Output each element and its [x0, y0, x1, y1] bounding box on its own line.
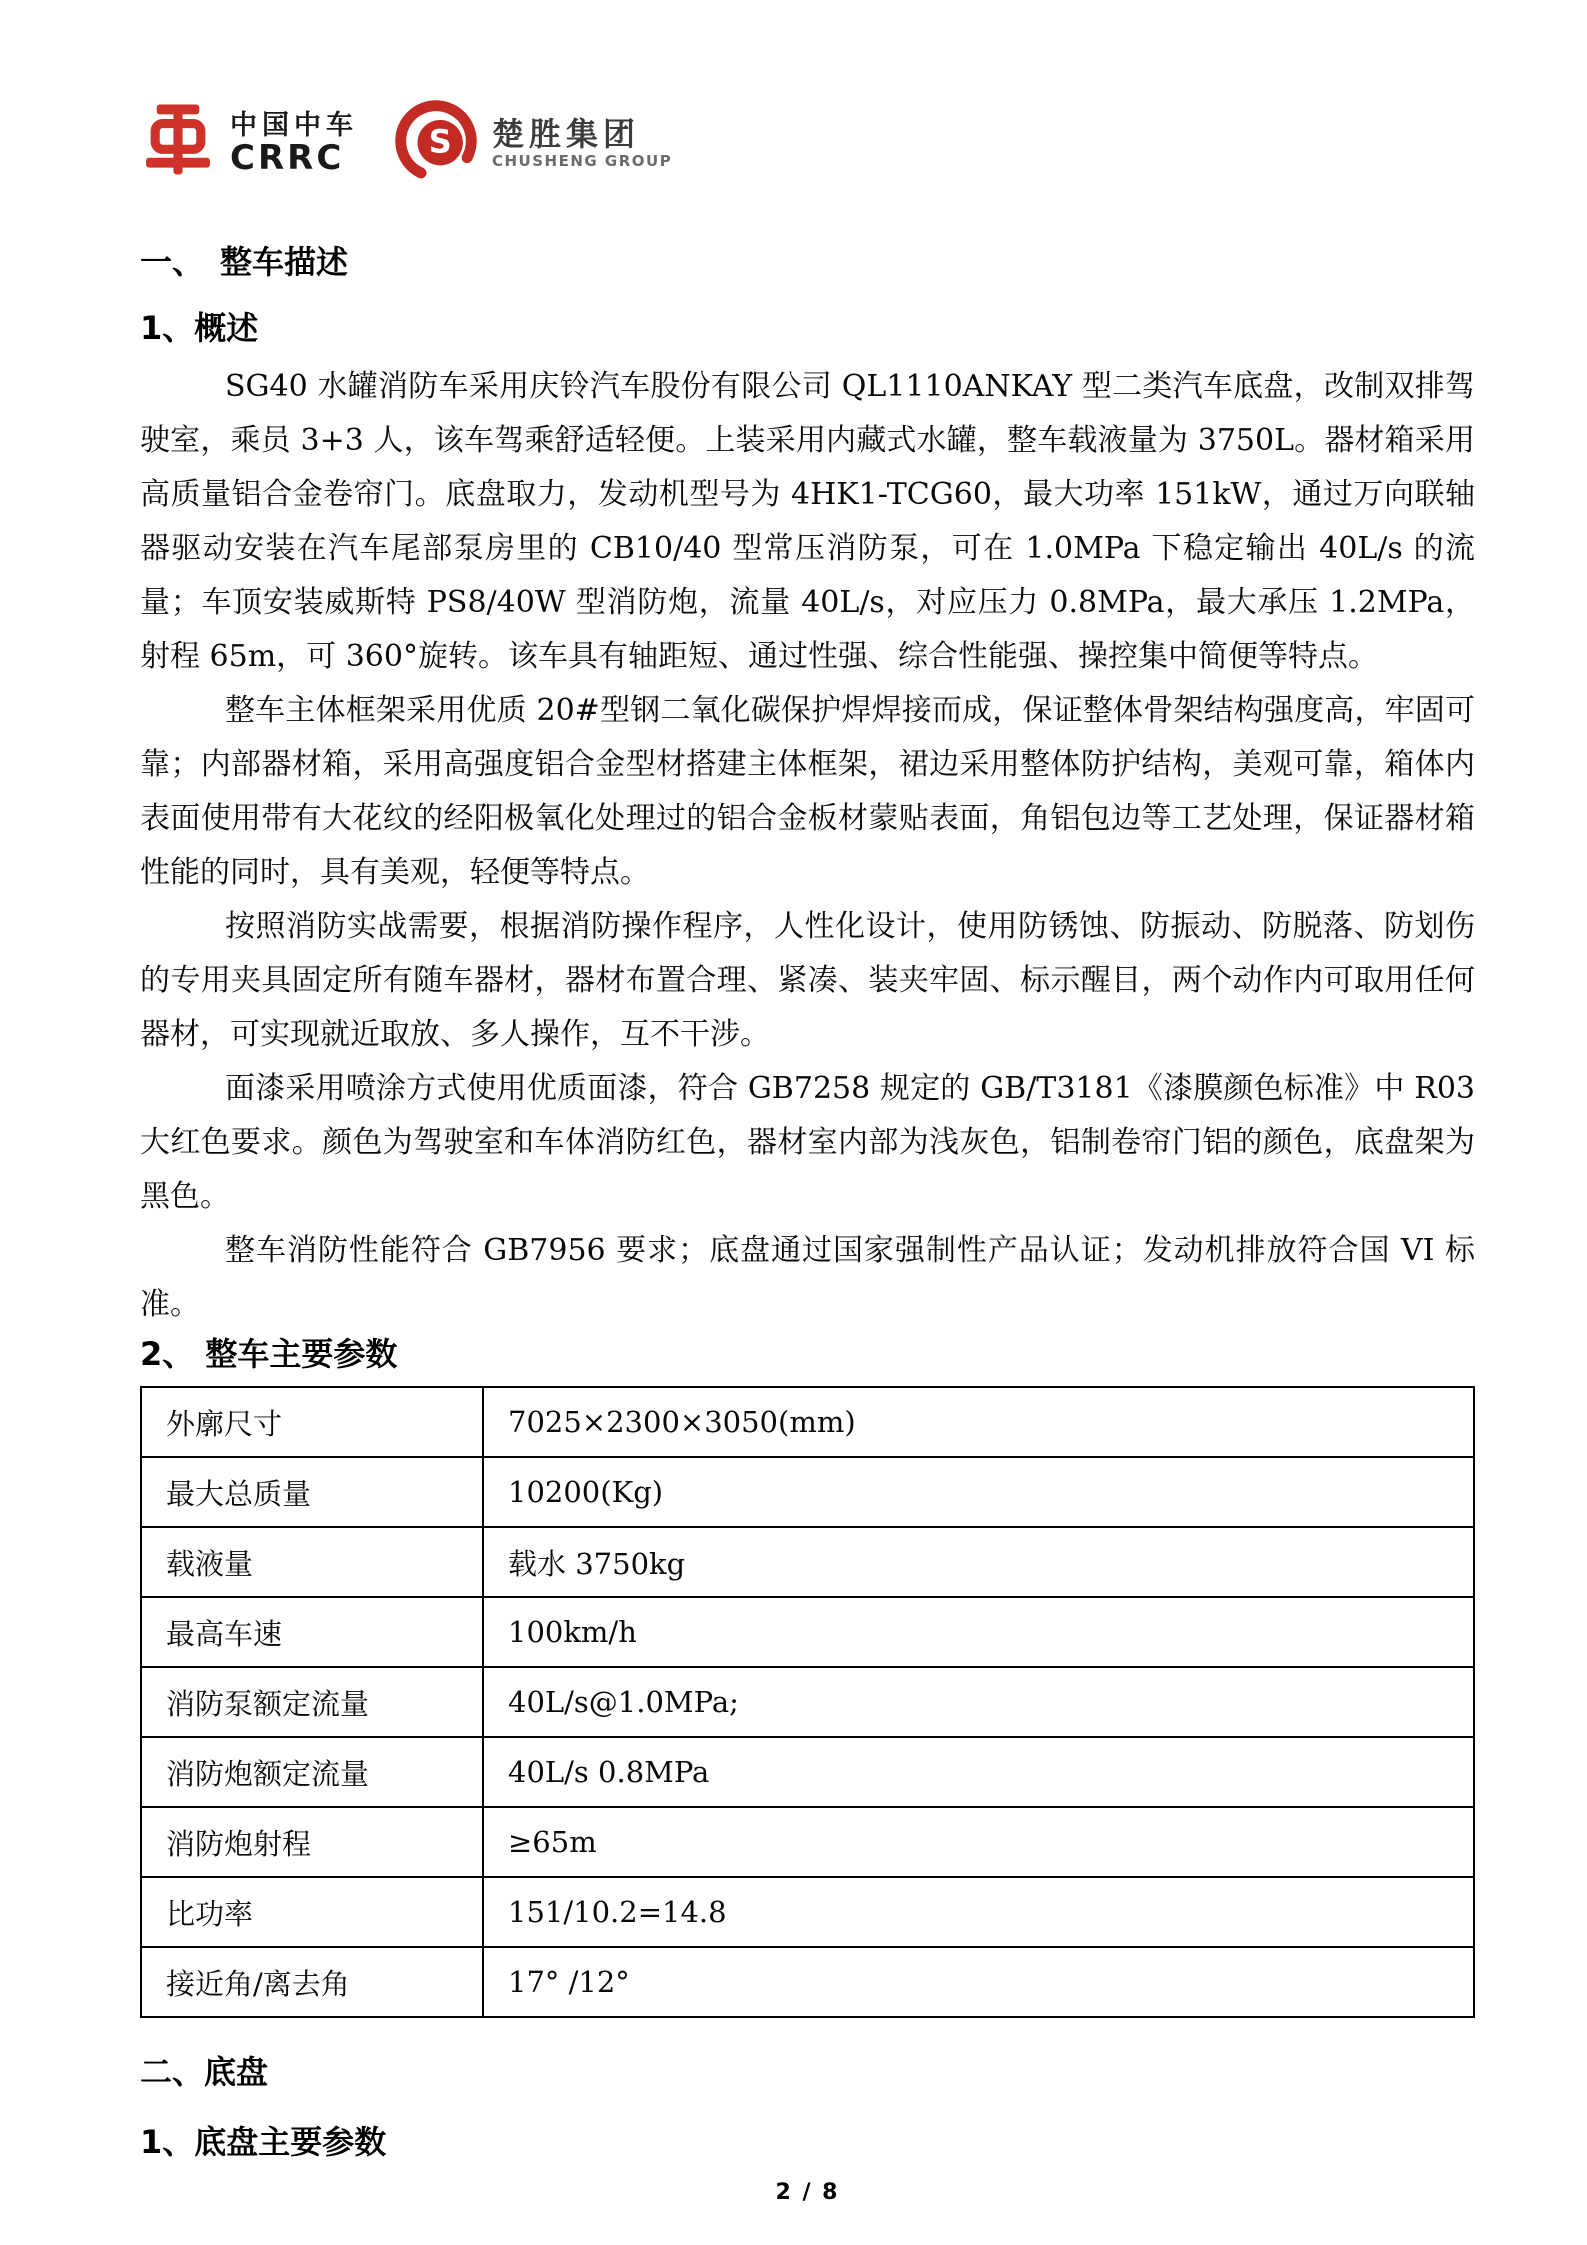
row-label: 接近角/离去角	[141, 1947, 483, 2017]
crrc-emblem-icon	[140, 103, 216, 183]
table-row	[141, 1807, 1474, 1877]
section-title-vehicle-description: 一、 整车描述	[140, 243, 349, 281]
row-value: 40L/s 0.8MPa	[483, 1737, 1474, 1807]
header-logos	[140, 100, 1475, 186]
row-label: 最高车速	[141, 1597, 483, 1667]
row-label: 外廓尺寸	[141, 1387, 483, 1457]
chusheng-name-cn: 楚胜集团	[492, 114, 641, 153]
row-value: 151/10.2=14.8	[483, 1877, 1474, 1947]
chusheng-emblem-icon	[394, 99, 478, 187]
crrc-name-cn: 中国中车	[230, 110, 358, 142]
crrc-name-en: CRRC	[230, 137, 345, 178]
section-title-overview: 1、概述	[140, 309, 259, 347]
overview-paragraph-2: 整车主体框架采用优质 20#型钢二氧化碳保护焊焊接而成，保证整体骨架结构强度高，牢固可靠；内部器材箱，采用高强度铝合金型材搭建主体框架，裙边采用整体防护结构，美观可靠，箱体内表面使用带有大花纹的经阳极氧化处理过的铝合金板材蒙贴表面，角铝包边等工艺处理，保证器材箱性能的同时，具有美观，轻便等特点。	[140, 693, 1475, 890]
overview-paragraph-1: SG40 水罐消防车采用庆铃汽车股份有限公司 QL1110ANKAY 型二类汽车底盘，改制双排驾驶室，乘员 3+3 人，该车驾乘舒适轻便。上装采用内藏式水罐，整车载液量为 3750L。器材箱采用高质量铝合金卷帘门。底盘取力，发动机型号为 4HK1-TCG60，最大功率 151kW，通过万向联轴器驱动安装在汽车尾部泵房里的 CB10/40 型常压消防泵，可在 1.0MPa 下稳定输出 40L/s 的流量；车顶安装威斯特 PS8/40W 型消防炮，流量 40L/s，对应压力 0.8MPa，最大承压 1.2MPa，射程 65m，可 360°旋转。该车具有轴距短、通过性强、综合性能强、操控集中简便等特点。	[140, 369, 1475, 674]
table-row	[141, 1597, 1474, 1667]
row-label: 消防炮射程	[141, 1807, 483, 1877]
section-title-chassis-parameters: 1、底盘主要参数	[140, 2123, 387, 2161]
table-row	[141, 1667, 1474, 1737]
row-value: 40L/s@1.0MPa;	[483, 1667, 1474, 1737]
table-row	[141, 1387, 1474, 1457]
crrc-logo-text	[230, 110, 358, 178]
section-title-chassis: 二、底盘	[140, 2053, 269, 2091]
params-table	[140, 1386, 1475, 2018]
overview-body	[140, 360, 1475, 1332]
overview-paragraph-3: 按照消防实战需要，根据消防操作程序，人性化设计，使用防锈蚀、防振动、防脱落、防划伤的专用夹具固定所有随车器材，器材布置合理、紧凑、装夹牢固、标示醒目，两个动作内可取用任何器材，可实现就近取放、多人操作，互不干涉。	[140, 909, 1475, 1052]
table-row	[141, 1947, 1474, 2017]
overview-paragraph-5: 整车消防性能符合 GB7956 要求；底盘通过国家强制性产品认证；发动机排放符合国 VI 标准。	[140, 1233, 1475, 1322]
table-row	[141, 1737, 1474, 1807]
table-row	[141, 1877, 1474, 1947]
chusheng-name-en: CHUSHENG GROUP	[492, 152, 673, 171]
chusheng-logo-text	[492, 116, 672, 171]
svg-text:S: S	[428, 122, 452, 161]
row-value: ≥65m	[483, 1807, 1474, 1877]
chusheng-logo	[394, 99, 672, 187]
row-value: 7025×2300×3050(mm)	[483, 1387, 1474, 1457]
overview-paragraph-4: 面漆采用喷涂方式使用优质面漆，符合 GB7258 规定的 GB/T3181《漆膜颜色标准》中 R03 大红色要求。颜色为驾驶室和车体消防红色，器材室内部为浅灰色，铝制卷帘门铝的颜色，底盘架为黑色。	[140, 1071, 1475, 1214]
row-value: 10200(Kg)	[483, 1457, 1474, 1527]
row-value: 载水 3750kg	[483, 1527, 1474, 1597]
row-label: 最大总质量	[141, 1457, 483, 1527]
crrc-logo	[140, 103, 358, 183]
table-row	[141, 1527, 1474, 1597]
row-label: 载液量	[141, 1527, 483, 1597]
row-label: 消防炮额定流量	[141, 1737, 483, 1807]
table-row	[141, 1457, 1474, 1527]
row-value: 100km/h	[483, 1597, 1474, 1667]
row-label: 消防泵额定流量	[141, 1667, 483, 1737]
page-number: 2 / 8	[775, 2180, 840, 2205]
section-title-main-parameters: 2、 整车主要参数	[140, 1335, 398, 1373]
row-value: 17° /12°	[483, 1947, 1474, 2017]
row-label: 比功率	[141, 1877, 483, 1947]
